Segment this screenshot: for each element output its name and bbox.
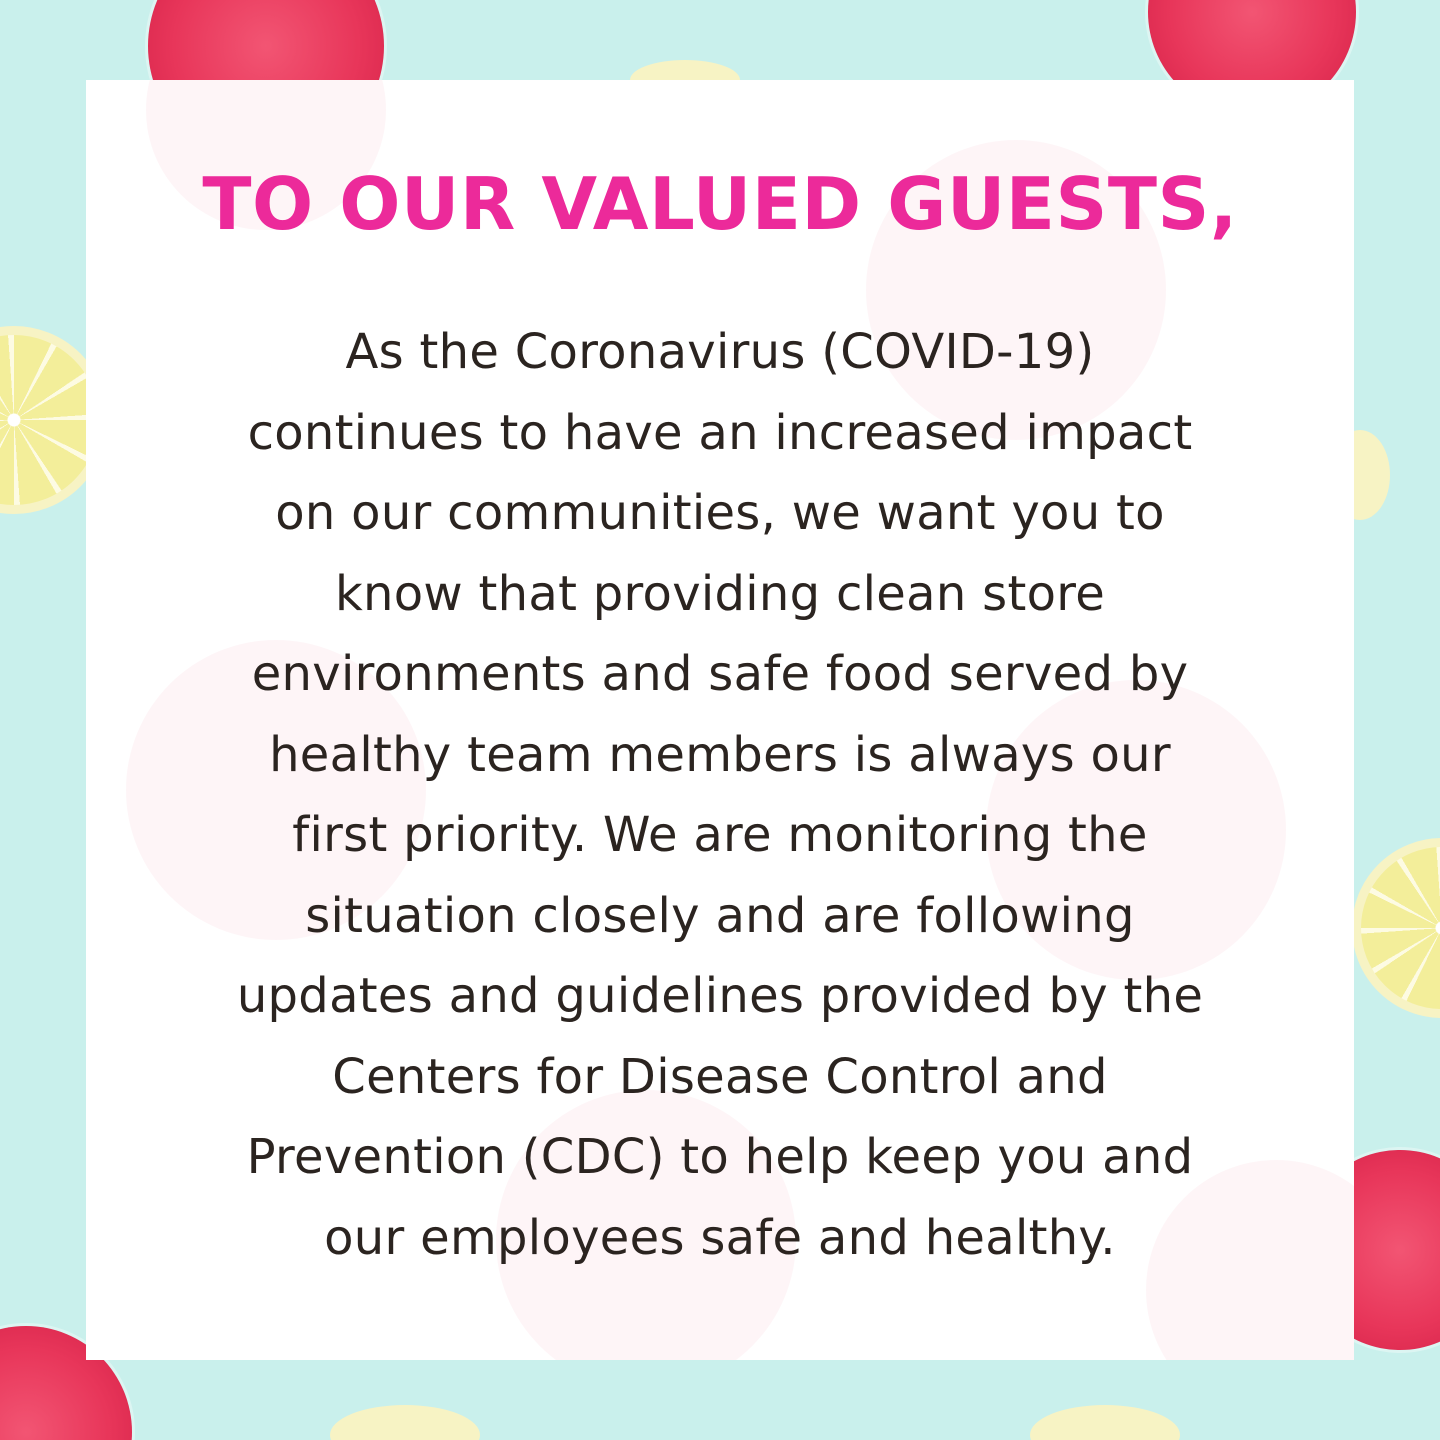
message-line: Prevention (CDC) to help keep you and (246, 1129, 1194, 1185)
message-line: healthy team members is always our (269, 726, 1171, 783)
message-line: our employees safe and healthy. (324, 1209, 1116, 1266)
message-body (126, 312, 1314, 1278)
message-line: As the Coronavirus (COVID-19) (345, 324, 1095, 380)
lemon-slice-icon (1352, 838, 1440, 1018)
message-line: continues to have an increased impact (247, 404, 1193, 461)
message-line: first priority. We are monitoring the (292, 807, 1148, 863)
lemon-slice-icon (1030, 1405, 1180, 1440)
message-line: know that providing clean store (334, 565, 1106, 622)
message-line: on our communities, we want you to (275, 485, 1165, 541)
message-line: situation closely and are following (305, 887, 1135, 944)
message-line: environments and safe food served by (251, 646, 1189, 702)
lemon-slice-icon (330, 1405, 480, 1440)
headline: TO OUR VALUED GUESTS, (202, 162, 1238, 246)
message-card (86, 80, 1354, 1360)
message-line: Centers for Disease Control and (332, 1048, 1108, 1105)
message-line: updates and guidelines provided by the (236, 968, 1204, 1024)
